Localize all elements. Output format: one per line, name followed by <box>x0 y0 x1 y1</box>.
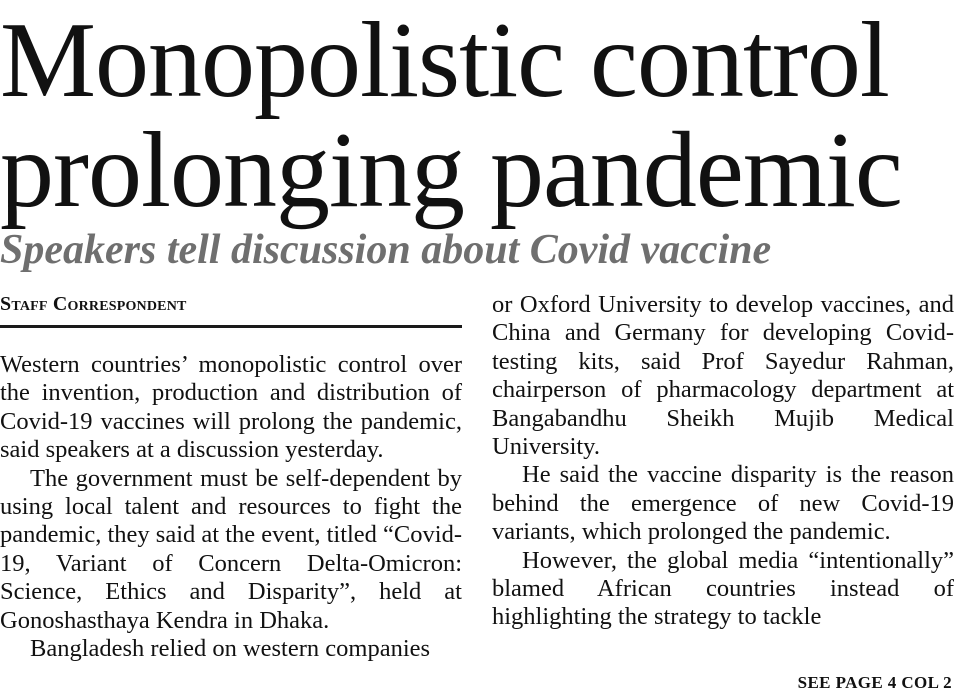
headline-line-1: Monopolistic control <box>0 1 889 120</box>
paragraph: Bangladesh relied on western companies <box>30 635 431 663</box>
byline-divider <box>0 325 462 328</box>
continued-jump-line: SEE PAGE 4 COL 2 <box>797 673 952 692</box>
paragraph: The government must be self-dependent by using local talent and resources to fight the pandemic, they said at the event, titled “Covid-19, Variant of Concern Delta-Omicron: Science, Ethics and Disparity”, held at Gonoshasthaya Kendra in Dhaka. <box>0 464 462 634</box>
article-column-left <box>0 351 462 663</box>
headline-line-2: prolonging pandemic <box>0 111 902 230</box>
paragraph: However, the global media “intentionally” blamed African countries instead of highlighting the strategy to tackle <box>492 546 954 631</box>
byline: Staff Correspondent <box>0 293 187 315</box>
paragraph: He said the vaccine disparity is the reason behind the emergence of new Covid-19 variants, which prolonged the pandemic. <box>492 461 954 546</box>
article-column-right <box>492 291 954 632</box>
paragraph: or Oxford University to develop vaccines, and China and Germany for developing Covid-testing kits, said Prof Sayedur Rahman, chairperson of pharmacology department at Bangabandhu Sheikh Mujib Medical University. <box>492 291 954 461</box>
headline <box>0 1 954 230</box>
paragraph: Western countries’ monopolistic control over the invention, production and distribution of Covid-19 vaccines will prolong the pandemic, said speakers at a discussion yesterday. <box>0 351 462 464</box>
subheadline: Speakers tell discussion about Covid vaccine <box>0 227 772 273</box>
